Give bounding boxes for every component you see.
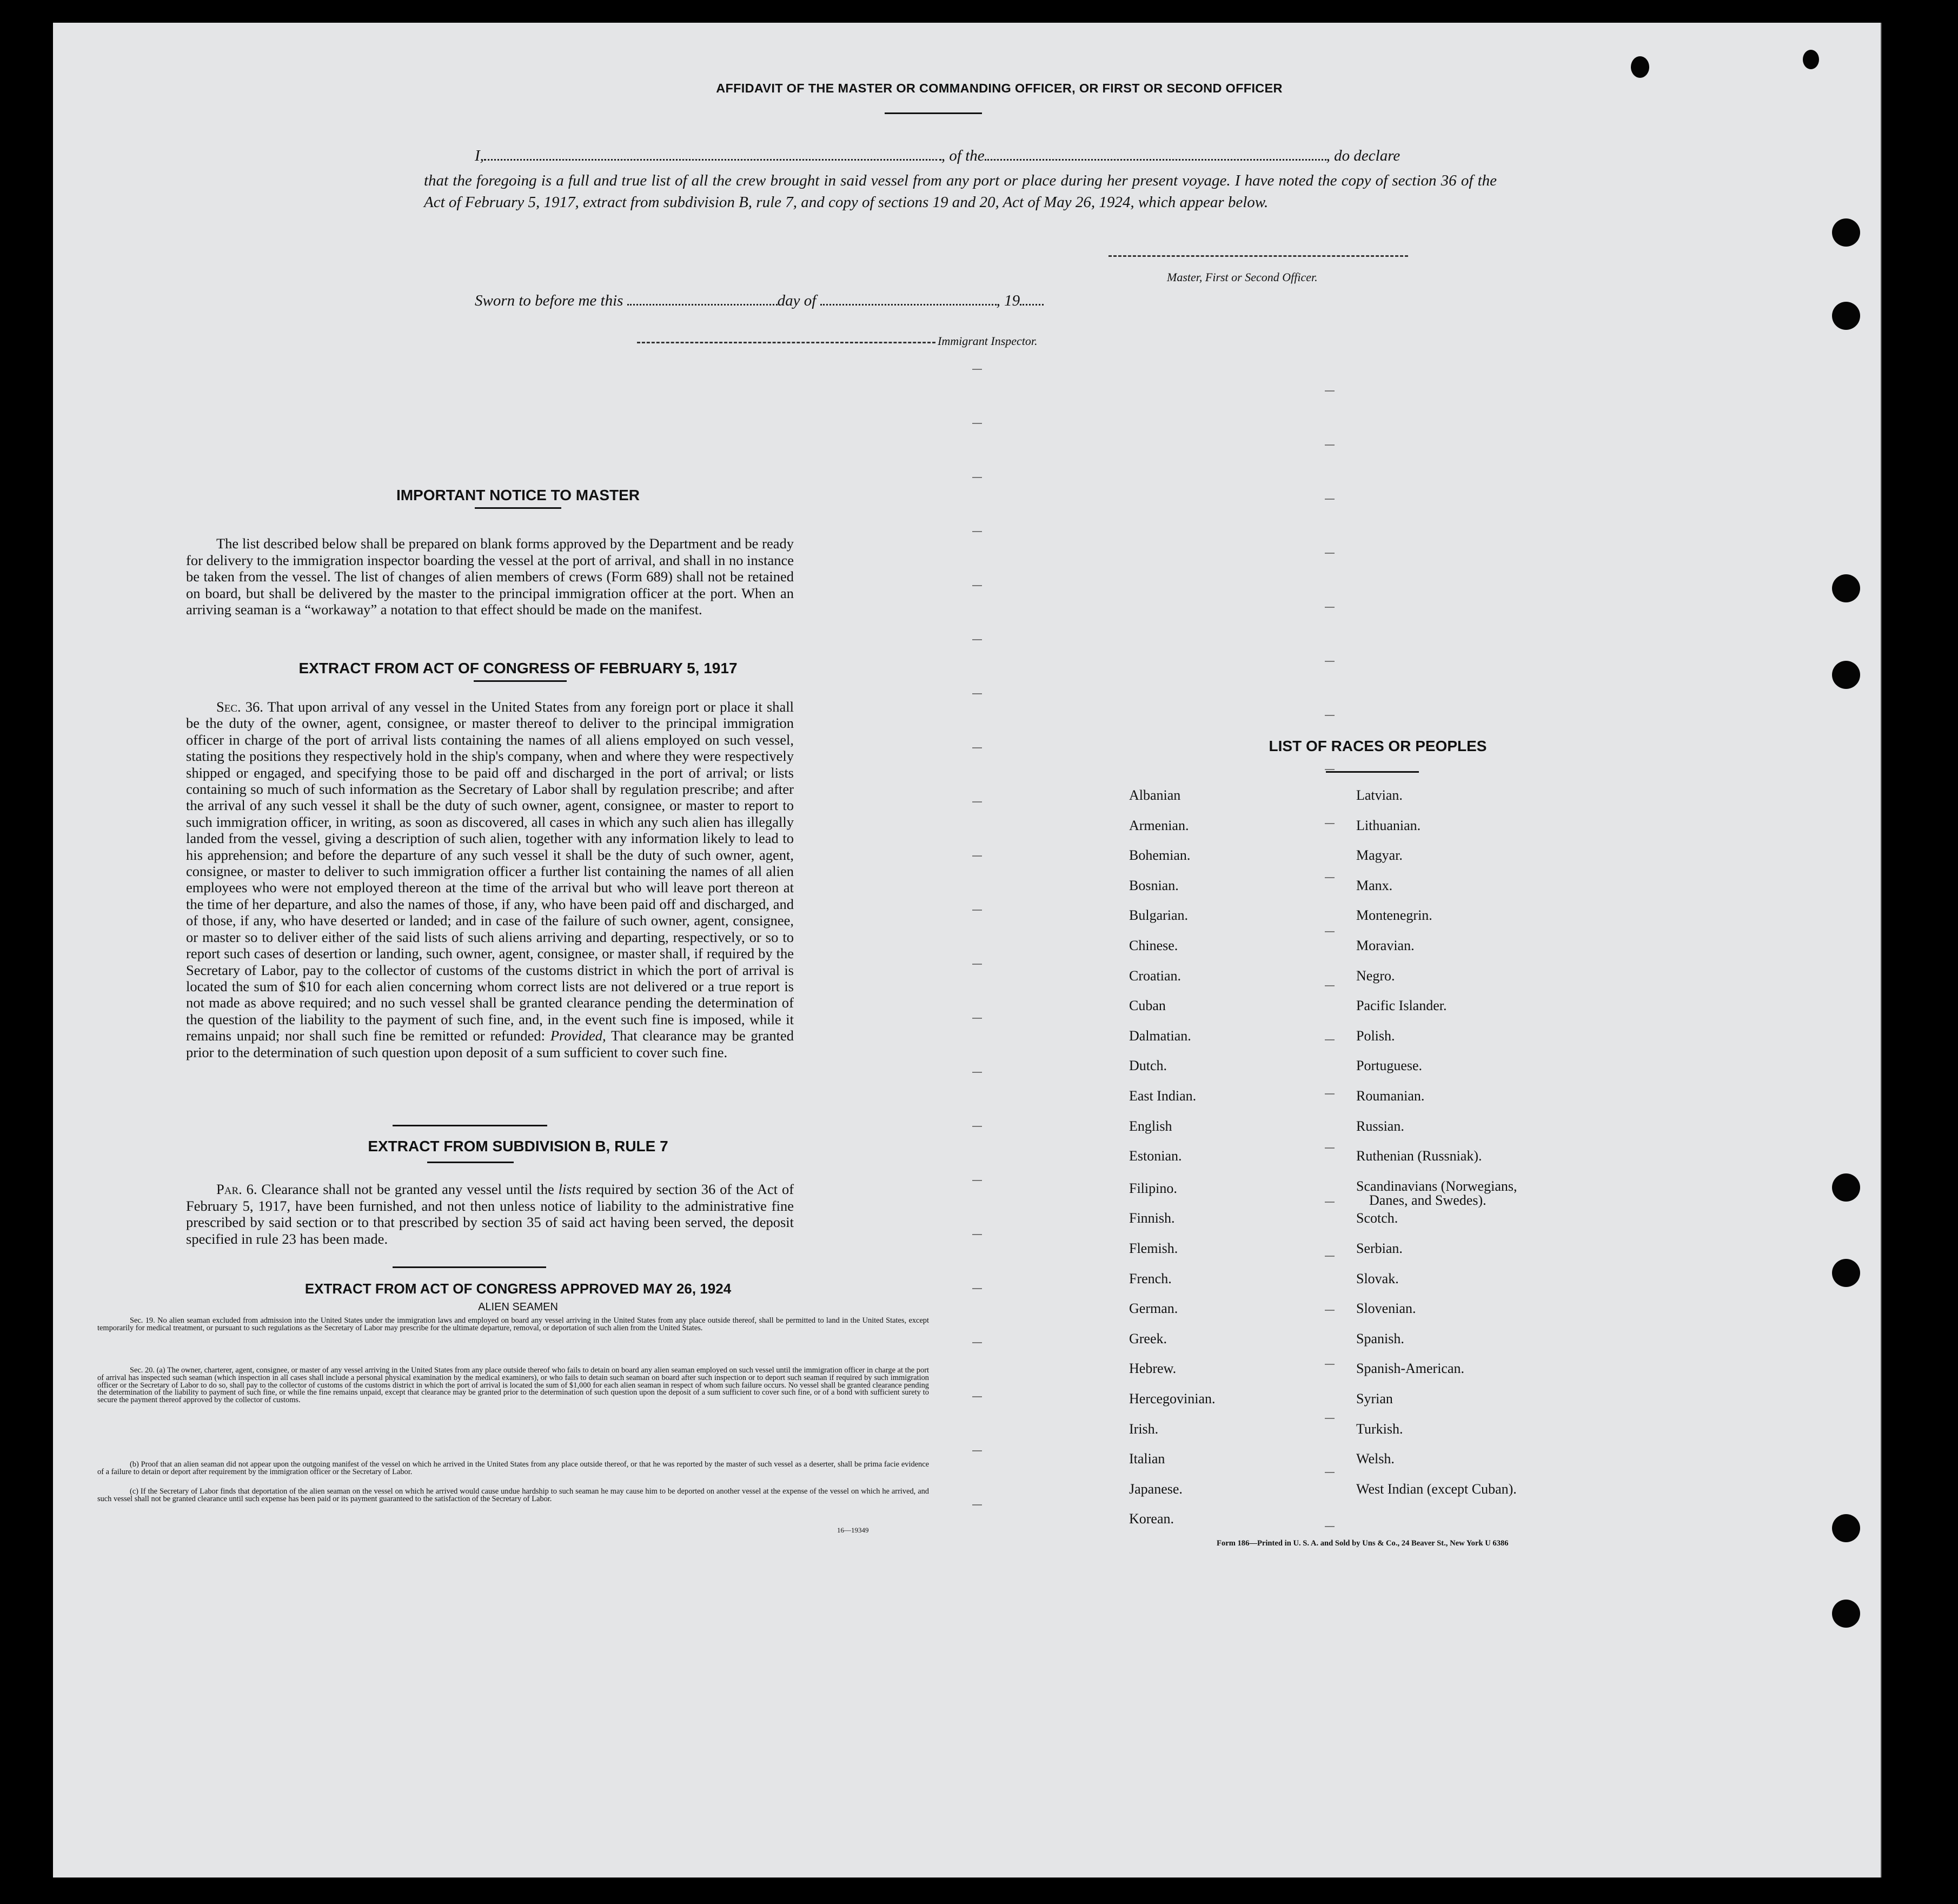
extract-1917-title: EXTRACT FROM ACT OF CONGRESS OF FEBRUARY 5, 1917 (298, 660, 738, 676)
guide-dash (972, 1504, 982, 1505)
guide-dash (972, 910, 982, 911)
race-item: Chinese. (1129, 938, 1178, 953)
declaration-do-declare: , do declare (1326, 147, 1401, 164)
guide-dash (972, 639, 982, 640)
guide-dash (972, 747, 982, 748)
guide-dash (1325, 1256, 1335, 1257)
race-item: West Indian (except Cuban). (1356, 1481, 1517, 1497)
sworn-line (475, 290, 1044, 310)
punch-hole (1832, 574, 1860, 602)
extract-1917-body (186, 699, 794, 1060)
sworn-month-blank[interactable] (820, 290, 997, 306)
race-item: Croatian. (1129, 967, 1182, 984)
race-item: Dalmatian. (1129, 1027, 1191, 1044)
vessel-blank[interactable] (985, 145, 1326, 161)
guide-dash (1325, 931, 1335, 932)
declaration-of-the: , of the (941, 147, 985, 164)
race-item: Japanese. (1129, 1481, 1183, 1497)
punch-hole (1832, 661, 1860, 689)
sec-20a: Sec. 20. (a) The owner, charterer, agent, consignee, or master of any vessel arriving in the United States from any place outside thereof who fails to detain on board any alien seaman employed on such vessel until the immigration officer in charge at the port of arrival has inspected such seaman (which inspection in all cases shall include a personal physical examination by the medical examiners), or who fails to detain such seaman on board after such inspection or to deport such seaman if required by such immigration officer or the Secretary of Labor to do so, shall pay to the collector of customs of the customs district in which the port of arrival is located the sum of $1,000 for each alien seaman in respect of whom such failure occurs. No vessel shall be granted clearance pending the determination of the liability to payment of such fine, or while the fine remains unpaid, except that clearance may be granted prior to the determination of such question upon the deposit of a sum sufficient to cover such fine, or of a bond with sufficient surety to secure the payment thereof approved by the collector of customs. (97, 1366, 929, 1405)
race-item: German. (1129, 1301, 1178, 1317)
guide-dash (972, 1450, 982, 1451)
par-6-lists: lists (558, 1181, 582, 1197)
race-item: Bohemian. (1129, 847, 1191, 864)
races-title: LIST OF RACES OR PEOPLES (1269, 738, 1487, 754)
par-6-text-b: required by section 36 of the Act of February 5, 1917, have been furnished, and not then unless notice of liability to the administrative fine prescribed by said section or to that prescribed by section 35 of said act having been served, the deposit specified in rule 23 has been made. (186, 1181, 794, 1247)
sworn-year: , 19 (996, 292, 1020, 309)
guide-dash (1325, 877, 1335, 878)
extract-1924-title: EXTRACT FROM ACT OF CONGRESS APPROVED MAY 26, 1924 (304, 1281, 732, 1297)
race-item: Cuban (1129, 998, 1166, 1014)
guide-dash (972, 1342, 982, 1343)
races-underline (1326, 771, 1419, 773)
race-item: Syrian (1356, 1391, 1393, 1407)
race-item: Serbian. (1356, 1240, 1403, 1256)
rule7-topline (393, 1125, 547, 1126)
inspector-caption: Immigrant Inspector. (938, 334, 1038, 348)
race-item: Pacific Islander. (1356, 998, 1447, 1014)
punch-hole (1832, 302, 1860, 330)
sec-36-text-end: That clearance may be granted prior to the determination of such question upon deposit of a sum sufficient to cover such fine. (186, 1027, 794, 1060)
guide-dash (972, 855, 982, 857)
guide-dash (1325, 445, 1335, 446)
guide-dash (972, 1180, 982, 1181)
par-6-text-a: Clearance shall not be granted any vessel until the (261, 1181, 554, 1197)
sworn-day-of: day of (777, 292, 817, 309)
punch-hole (1803, 50, 1819, 69)
guide-dash (972, 1072, 982, 1073)
race-item: Moravian. (1356, 938, 1415, 953)
declaration-i: I, (475, 147, 484, 164)
document-page (53, 23, 1882, 1878)
race-item: Bulgarian. (1129, 907, 1189, 924)
guide-dash (1325, 499, 1335, 500)
guide-dash (972, 1234, 982, 1235)
guide-dash (972, 369, 982, 370)
race-item: Spanish. (1356, 1330, 1404, 1346)
race-item: Lithuanian. (1356, 817, 1421, 833)
notice-underline (475, 507, 561, 509)
punch-hole (1832, 1173, 1860, 1202)
affidavit-title: AFFIDAVIT OF THE MASTER OR COMMANDING OFFICER, OR FIRST OR SECOND OFFICER (716, 81, 1283, 95)
race-item: Magyar. (1356, 847, 1403, 864)
par-6-label: Par. 6. (216, 1181, 257, 1197)
guide-dash (1325, 607, 1335, 608)
declaration-line (475, 145, 1497, 165)
race-item: Danes, and Swedes). (1369, 1192, 1486, 1208)
sec-20b: (b) Proof that an alien seaman did not appear upon the outgoing manifest of the vessel on which he arrived in the United States from any place outside thereof, or that he was reported by the master of such vessel as a deserter, shall be prima facie evidence of a failure to detain or deport after requirement by the immigration officer or the Secretary of Labor. (97, 1460, 929, 1476)
rule7-underline (427, 1162, 514, 1163)
race-item: Scandinavians (Norwegians, (1356, 1178, 1517, 1194)
race-item: Finnish. (1129, 1210, 1175, 1226)
signature-caption: Master, First or Second Officer. (1167, 270, 1318, 284)
guide-dash (1325, 553, 1335, 554)
punch-hole (1832, 1259, 1860, 1287)
race-item: Dutch. (1129, 1058, 1167, 1074)
guide-dash (1325, 1039, 1335, 1040)
race-item: Spanish-American. (1356, 1361, 1465, 1377)
guide-dash (1325, 1093, 1335, 1094)
guide-dash (1325, 769, 1335, 770)
race-item: Estonian. (1129, 1148, 1182, 1164)
punch-hole (1832, 1514, 1860, 1542)
inspector-blank[interactable] (637, 342, 935, 343)
punch-hole (1832, 218, 1860, 247)
race-item: Korean. (1129, 1511, 1174, 1527)
race-item: Bosnian. (1129, 877, 1179, 893)
notice-body: The list described below shall be prepared on blank forms approved by the Department and be ready for delivery to the immigration inspector boarding the vessel at the port of arrival, and shall in no instance be taken from the vessel. The list of changes of alien members of crews (Form 689) shall not be retained on board, but shall be delivered by the master to the principal immigration officer at the port. When an arriving seaman is a “workaway” a notation to that effect should be made on the manifest. (186, 535, 794, 618)
guide-dash (1325, 1202, 1335, 1203)
sworn-year-blank[interactable] (1020, 290, 1044, 306)
race-item: Russian. (1356, 1118, 1404, 1134)
guide-dash (972, 1288, 982, 1289)
sec-36-text: That upon arrival of any vessel in the United States from any foreign port or place it shall be the duty of the owner, agent, consignee, or master thereof to deliver to the principal immigration officer in charge of the port of arrival lists containing the names of all aliens employed on such vessel, stating the positions they respectively hold in the ship's company, when and where they were respectively shipped or engaged, and specifying those to be paid off and discharged in the port of arrival; or lists containing so much of such information as the Secretary of Labor shall by regulation prescribe; and after the arrival of any such vessel it shall be the duty of such owner, agent, consignee, or master to report to such immigration officer, in writing, as soon as discovered, all cases in which any such alien has illegally landed from the vessel, giving a description of such alien, together with any information likely to lead to his apprehension; and before the departure of any such vessel it shall be the duty of such owner, agent, consignee, or master to deliver to such immigration officer a further list containing the names of all alien employees who were not employed thereon at the time of the arrival but who will leave port thereon at the time of her departure, and also the names of those, if any, who have been paid off and discharged, and of those, if any, who have deserted or landed; and in case of the failure of such owner, agent, consignee, or master so to deliver either of the said lists of such aliens arriving and departing, respectively, or so to report such cases of desertion or landing, such owner, agent, consignee, or master shall, if required by the Secretary of Labor, pay to the collector of customs of the customs district in which the port of arrival is located the sum of $10 for each alien concerning whom correct lists are not delivered or a true report is not made as above required; and no such vessel shall be granted clearance pending the determination of the question of the liability to the payment of such fine, and, in the event such fine is imposed, while it remains unpaid; nor shall such fine be remitted or refunded: (186, 699, 794, 1044)
race-item: Ruthenian (Russniak). (1356, 1148, 1482, 1164)
print-code: 16—19349 (837, 1526, 869, 1534)
guide-dash (972, 531, 982, 532)
guide-dash (1325, 1310, 1335, 1311)
guide-dash (1325, 1472, 1335, 1473)
race-item: Portuguese. (1356, 1058, 1423, 1074)
guide-dash (972, 964, 982, 965)
race-item: Filipino. (1129, 1180, 1177, 1196)
guide-dash (972, 1018, 982, 1019)
race-item: Manx. (1356, 877, 1393, 893)
rule7-title: EXTRACT FROM SUBDIVISION B, RULE 7 (368, 1138, 668, 1155)
race-item: Italian (1129, 1451, 1165, 1467)
race-item: Roumanian. (1356, 1088, 1425, 1104)
race-item: East Indian. (1129, 1088, 1197, 1104)
notice-title: IMPORTANT NOTICE TO MASTER (396, 487, 640, 503)
sworn-day-blank[interactable] (627, 290, 778, 306)
punch-hole (1631, 56, 1649, 78)
form-footer: Form 186—Printed in U. S. A. and Sold by Uns & Co., 24 Beaver St., New York U 6386 (1217, 1539, 1509, 1548)
race-item: Welsh. (1356, 1451, 1395, 1467)
guide-dash (1325, 1147, 1335, 1149)
race-item: Turkish. (1356, 1421, 1403, 1437)
race-item: Montenegrin. (1356, 907, 1432, 924)
name-blank[interactable] (484, 145, 941, 161)
guide-dash (1325, 1364, 1335, 1365)
guide-dash (1325, 390, 1335, 392)
punch-hole (1832, 1600, 1860, 1628)
race-item: Flemish. (1129, 1240, 1178, 1256)
guide-dash (1325, 1418, 1335, 1419)
guide-dash (1325, 1526, 1335, 1527)
extract-1924-topline (393, 1266, 546, 1268)
extract-1924-subtitle: ALIEN SEAMEN (478, 1301, 558, 1313)
guide-dash (1325, 823, 1335, 824)
race-item: Hebrew. (1129, 1361, 1177, 1377)
race-item: French. (1129, 1270, 1172, 1286)
race-item: Latvian. (1356, 787, 1403, 803)
guide-dash (1325, 715, 1335, 716)
race-item: Slovenian. (1356, 1301, 1416, 1317)
sec-20c: (c) If the Secretary of Labor finds that deportation of the alien seaman on the vessel on which he arrived would cause undue hardship to such seaman he may cause him to be deported on another vessel at the expense of the vessel on which he arrived, and such vessel shall not be granted clearance until such expense has been paid or its payment guaranteed to the satisfaction of the Secretary of Labor. (97, 1487, 929, 1503)
guide-dash (972, 477, 982, 478)
race-item: Scotch. (1356, 1210, 1398, 1226)
guide-dash (972, 585, 982, 586)
title-underline (885, 112, 982, 114)
race-item: Negro. (1356, 967, 1395, 984)
guide-dash (972, 1126, 982, 1127)
extract-1917-underline (474, 680, 567, 682)
guide-dash (972, 1396, 982, 1397)
rule7-body (186, 1181, 794, 1247)
sec-36-proviso: Provided, (550, 1027, 606, 1044)
guide-dash (972, 801, 982, 802)
race-item: Greek. (1129, 1330, 1167, 1346)
race-item: Armenian. (1129, 817, 1189, 833)
race-item: English (1129, 1118, 1172, 1134)
sec-19: Sec. 19. No alien seaman excluded from admission into the United States under the immigration laws and employed on board any vessel arriving in the United States from any place outside thereof, shall be permitted to land in the United States, except temporarily for medical treatment, or pursuant to such regulations as the Secretary of Labor may prescribe for the ultimate departure, removal, or deportation of such alien from the United States. (97, 1316, 929, 1332)
guide-dash (1325, 661, 1335, 662)
race-item: Albanian (1129, 787, 1181, 803)
sworn-text: Sworn to before me this (475, 292, 623, 309)
declaration-body: that the foregoing is a full and true list of all the crew brought in said vessel from any port or place during her present voyage. I have noted the copy of section 36 of the Act of February 5, 1917, extract from subdivision B, rule 7, and copy of sections 19 and 20, Act of May 26, 1924, which appear below. (424, 172, 1497, 211)
race-item: Slovak. (1356, 1270, 1399, 1286)
guide-dash (972, 423, 982, 424)
guide-dash (972, 693, 982, 694)
signature-blank[interactable] (1109, 255, 1408, 257)
race-item: Irish. (1129, 1421, 1159, 1437)
sec-36-label: Sec. 36. (216, 699, 263, 715)
race-item: Hercegovinian. (1129, 1391, 1216, 1407)
guide-dash (1325, 985, 1335, 986)
race-item: Polish. (1356, 1027, 1395, 1044)
